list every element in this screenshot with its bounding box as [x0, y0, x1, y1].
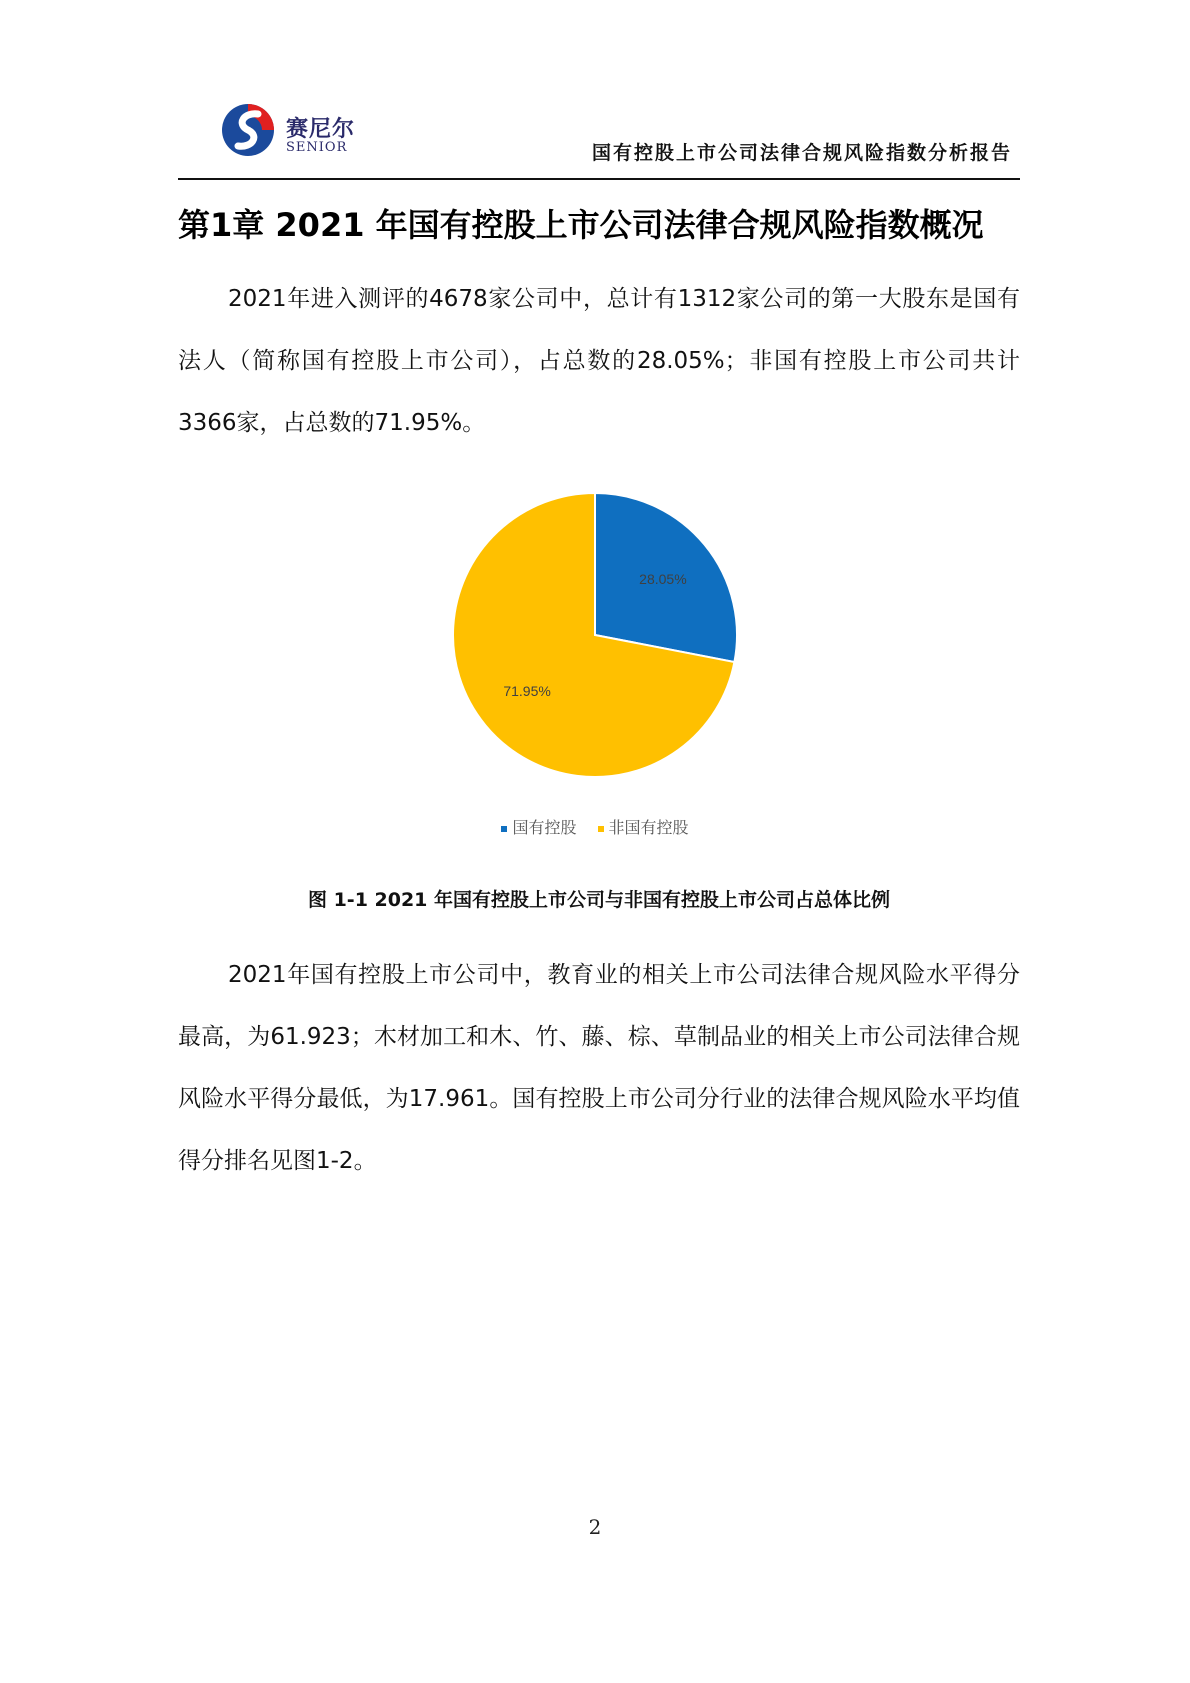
legend-item-state — [501, 818, 581, 837]
pie-chart — [420, 470, 770, 840]
pie-data-label-1: 71.95% — [503, 683, 551, 700]
intro-paragraph: 2021年进入测评的4678家公司中，总计有1312家公司的第一大股东是国有法人（简称国有控股上市公司），占总数的28.05%；非国有控股上市公司共计3366家，占总数的71.95%。 — [178, 286, 1020, 436]
brand-name-en: SENIOR — [286, 140, 348, 155]
brand-name-cn: 赛尼尔 — [286, 116, 356, 142]
legend-label-state: 国有控股 — [512, 818, 577, 837]
page-number: 2 — [588, 1515, 602, 1539]
legend-swatch-state — [501, 826, 507, 832]
chapter-heading: 第1章 2021 年国有控股上市公司法律合规风险指数概况 — [178, 206, 984, 244]
document-title: 国有控股上市公司法律合规风险指数分析报告 — [591, 142, 1012, 164]
logo-mark-icon — [218, 100, 278, 160]
legend-item-nonstate — [598, 818, 689, 837]
legend-swatch-nonstate — [598, 826, 604, 832]
industry-paragraph: 2021年国有控股上市公司中，教育业的相关上市公司法律合规风险水平得分最高，为61.923；木材加工和木、竹、藤、棕、草制品业的相关上市公司法律合规风险水平得分最低，为17.961。国有控股上市公司分行业的法律合规风险水平均值得分排名见图1-2。 — [178, 962, 1020, 1174]
chart-legend — [420, 815, 770, 838]
pie-data-label-0: 28.05% — [639, 570, 687, 587]
legend-label-nonstate: 非国有控股 — [608, 818, 689, 837]
pie-chart-svg — [420, 470, 770, 800]
header-divider — [178, 178, 1020, 180]
figure-caption: 图 1-1 2021 年国有控股上市公司与非国有控股上市公司占总体比例 — [307, 889, 891, 911]
